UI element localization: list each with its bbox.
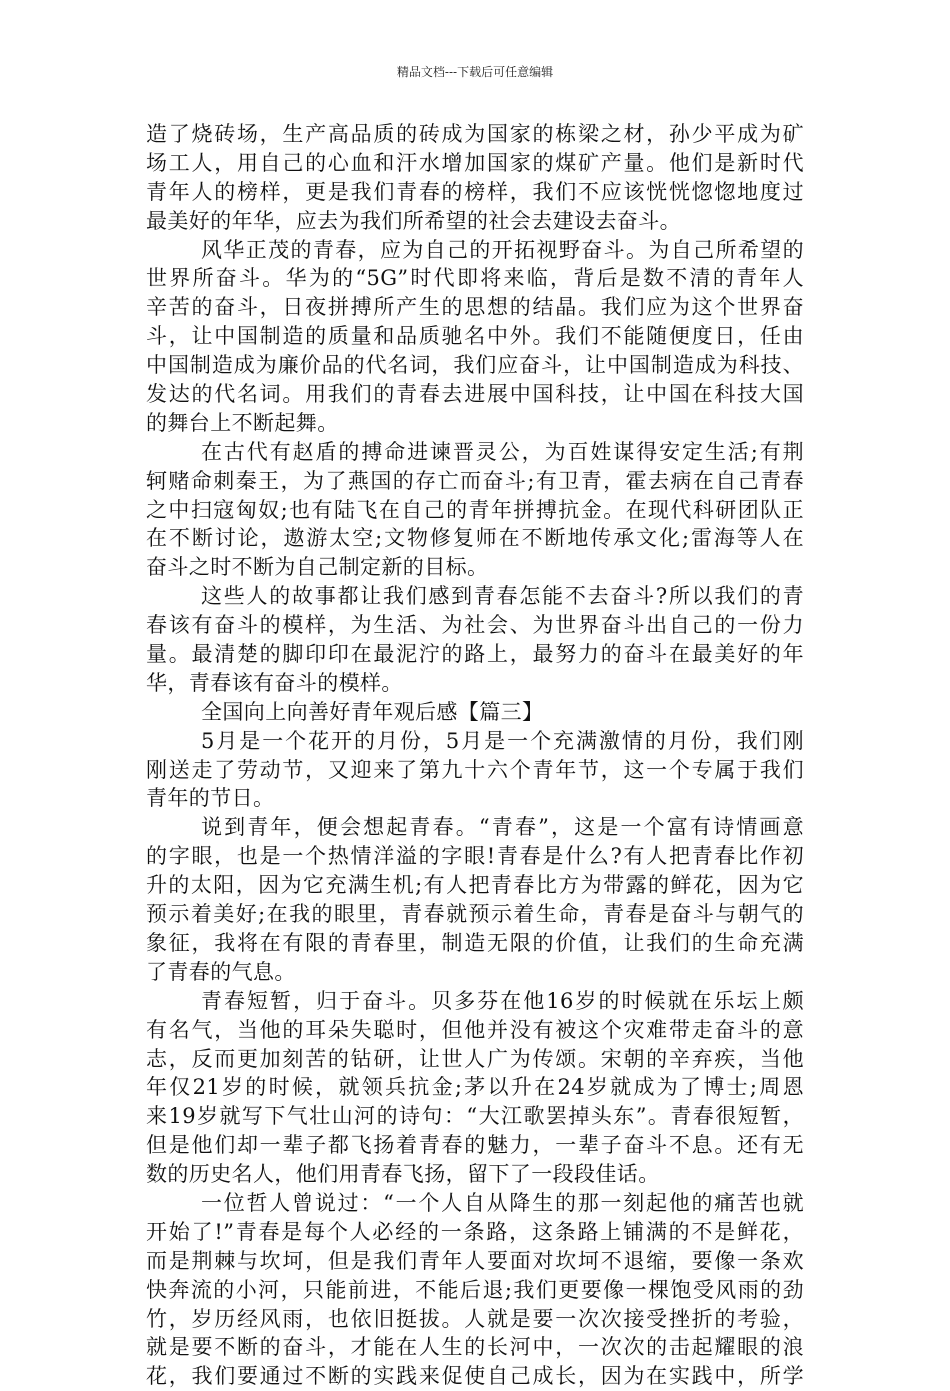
paragraph-first-line: 5月是一个花开的月份，5月是一个充满激情的月份，我们刚 xyxy=(201,728,804,753)
text-line: 最美好的年华，应去为我们所希望的社会去建设去奋斗。 xyxy=(146,208,681,233)
text-line: 年仅21岁的时候，就领兵抗金;茅以升在24岁就成为了博士;周恩 xyxy=(146,1075,804,1100)
page-header: 精品文档---下载后可任意编辑 xyxy=(396,65,554,79)
text-line: 来19岁就写下气壮山河的诗句：“大江歌罢掉头东”。青春很短暂， xyxy=(146,1104,804,1129)
paragraph-first-line: 这些人的故事都让我们感到青春怎能不去奋斗?所以我们的青 xyxy=(201,584,804,609)
text-line: 青年的节日。 xyxy=(146,786,275,811)
text-line: 开始了!”青春是每个人必经的一条路，这条路上铺满的不是鲜花， xyxy=(146,1219,804,1244)
text-line: 预示着美好;在我的眼里，青春就预示着生命，青春是奋斗与朝气的 xyxy=(146,902,804,927)
text-line: 量。最清楚的脚印印在最泥泞的路上，最努力的奋斗在最美好的年 xyxy=(146,642,804,667)
text-line: 升的太阳，因为它充满生机;有人把青春比方为带露的鲜花，因为它 xyxy=(146,873,804,898)
text-line: 花，我们要通过不断的实践来促使自己成长，因为在实践中，所学 xyxy=(146,1364,804,1389)
text-line: 有名气，当他的耳朵失聪时，但他并没有被这个灾难带走奋斗的意 xyxy=(146,1017,804,1042)
paragraph-first-line: 说到青年，便会想起青春。“青春”，这是一个富有诗情画意 xyxy=(201,815,804,840)
paragraph-first-line: 在古代有赵盾的搏命进谏晋灵公，为百姓谋得安定生活;有荆 xyxy=(201,439,804,464)
text-line: 春该有奋斗的模样，为生活、为社会、为世界奋斗出自己的一份力 xyxy=(146,613,804,638)
text-line: 的字眼，也是一个热情洋溢的字眼!青春是什么?有人把青春比作初 xyxy=(146,844,804,869)
text-line: 奋斗之时不断为自己制定新的目标。 xyxy=(146,555,489,580)
text-line: 之中扫寇匈奴;也有陆飞在自己的青年拼搏抗金。在现代科研团队正 xyxy=(146,497,804,522)
text-line: 但是他们却一辈子都飞扬着青春的魅力，一辈子奋斗不息。还有无 xyxy=(146,1133,804,1158)
text-line: 斗，让中国制造的质量和品质驰名中外。我们不能随便度日，任由 xyxy=(146,324,804,349)
text-line: 刚送走了劳动节，又迎来了第九十六个青年节，这一个专属于我们 xyxy=(146,757,804,782)
text-line: 造了烧砖场，生产高品质的砖成为国家的栋梁之材，孙少平成为矿 xyxy=(146,122,804,146)
text-line: 轲赌命刺秦王，为了燕国的存亡而奋斗;有卫青，霍去病在自己青春 xyxy=(146,468,804,493)
paragraph-first-line: 风华正茂的青春，应为自己的开拓视野奋斗。为自己所希望的 xyxy=(201,237,804,262)
text-line: 就是要不断的奋斗，才能在人生的长河中，一次次的击起耀眼的浪 xyxy=(146,1335,804,1360)
text-line: 世界所奋斗。华为的“5G”时代即将来临，背后是数不清的青年人 xyxy=(146,266,804,291)
paragraph-first-line: 青春短暂，归于奋斗。贝多芬在他16岁的时候就在乐坛上颇 xyxy=(201,988,804,1013)
paragraph-first-line: 一位哲人曾说过：“一个人自从降生的那一刻起他的痛苦也就 xyxy=(201,1190,804,1215)
text-line: 辛苦的奋斗，日夜拼搏所产生的思想的结晶。我们应为这个世界奋 xyxy=(146,295,804,320)
text-line: 中国制造成为廉价品的代名词，我们应奋斗，让中国制造成为科技、 xyxy=(146,353,804,378)
text-line: 数的历史名人，他们用青春飞扬，留下了一段段佳话。 xyxy=(146,1162,660,1187)
text-line: 了青春的气息。 xyxy=(146,959,296,984)
text-line: 快奔流的小河，只能前进，不能后退;我们更要像一棵饱受风雨的劲 xyxy=(146,1277,804,1302)
text-line: 青年人的榜样，更是我们青春的榜样，我们不应该恍恍惚惚地度过 xyxy=(146,179,804,204)
text-line: 志，反而更加刻苦的钻研，让世人广为传颂。宋朝的辛弃疾，当他 xyxy=(146,1046,804,1071)
section-heading: 全国向上向善好青年观后感【篇三】 xyxy=(201,699,544,724)
document-body xyxy=(146,120,804,1391)
text-line: 华，青春该有奋斗的模样。 xyxy=(146,670,403,695)
text-line: 竹，岁历经风雨，也依旧挺拔。人就是要一次次接受挫折的考验， xyxy=(146,1306,804,1331)
text-line: 场工人，用自己的心血和汗水增加国家的煤矿产量。他们是新时代 xyxy=(146,150,804,175)
text-line: 的舞台上不断起舞。 xyxy=(146,410,339,435)
text-line: 发达的代名词。用我们的青春去进展中国科技，让中国在科技大国 xyxy=(146,382,804,407)
text-line: 在不断讨论，遨游太空;文物修复师在不断地传承文化;雷海等人在 xyxy=(146,526,804,551)
text-line: 而是荆棘与坎坷，但是我们青年人要面对坎坷不退缩，要像一条欢 xyxy=(146,1248,804,1273)
text-line: 象征，我将在有限的青春里，制造无限的价值，让我们的生命充满 xyxy=(146,930,804,955)
